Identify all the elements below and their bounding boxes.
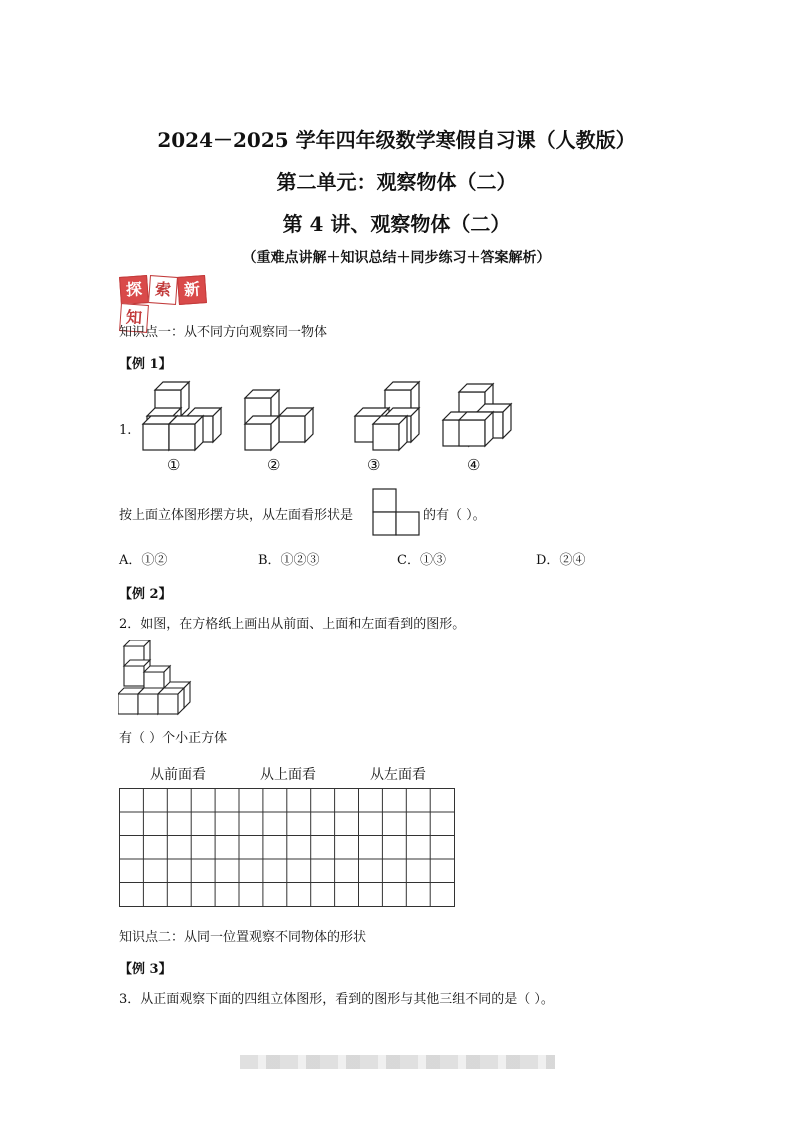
question-1-number: 1. — [119, 423, 132, 438]
figure-label-1: ① — [167, 456, 181, 474]
figure-label-3: ③ — [367, 456, 381, 474]
option-d: D．②④ — [536, 553, 586, 568]
drawing-grid[interactable] — [119, 788, 456, 908]
unit-title: 第二单元：观察物体（二） — [276, 170, 517, 194]
option-c: C．①③ — [397, 553, 446, 568]
staircase-cube-figure — [118, 640, 198, 716]
badge-char: 索 — [148, 275, 178, 305]
explore-badge — [120, 276, 232, 328]
grid-label-left: 从左面看 — [370, 767, 426, 783]
example-1-label: 【例 1】 — [119, 357, 172, 372]
figure-1 — [143, 382, 221, 450]
option-b: B．①②③ — [258, 553, 320, 568]
figure-label-2: ② — [267, 456, 281, 474]
document-subtitle: （重难点讲解＋知识总结＋同步练习＋答案解析） — [242, 250, 551, 266]
footer-watermark — [240, 1055, 555, 1069]
option-a: A．①② — [119, 553, 168, 568]
example-3-label: 【例 3】 — [119, 962, 172, 977]
knowledge-point-1: 知识点一：从不同方向观察同一物体 — [119, 325, 328, 340]
grid-label-top: 从上面看 — [260, 767, 316, 783]
question-2-text: 2．如图，在方格纸上画出从前面、上面和左面看到的图形。 — [119, 617, 466, 632]
question-1-text-after: 的有（ ）。 — [423, 508, 486, 523]
question-2-count-text: 有（ ）个小正方体 — [119, 731, 228, 746]
document-title: 2024－2025 学年四年级数学寒假自习课（人教版） — [157, 128, 636, 152]
figure-2 — [245, 390, 313, 450]
lecture-title: 第 4 讲、观察物体（二） — [282, 212, 511, 236]
question-3-text: 3．从正面观察下面的四组立体图形，看到的图形与其他三组不同的是（ ）。 — [119, 992, 554, 1007]
left-view-shape — [372, 488, 422, 536]
badge-char: 知 — [119, 303, 149, 333]
figure-3 — [355, 382, 419, 450]
knowledge-point-2: 知识点二：从同一位置观察不同物体的形状 — [119, 930, 367, 945]
example-2-label: 【例 2】 — [119, 587, 172, 602]
badge-char: 新 — [177, 275, 207, 305]
figure-4 — [443, 384, 511, 446]
badge-char: 探 — [119, 275, 149, 305]
grid-label-front: 从前面看 — [150, 767, 206, 783]
question-1-text-before: 按上面立体图形摆方块，从左面看形状是 — [119, 508, 354, 523]
figure-label-4: ④ — [467, 456, 481, 474]
